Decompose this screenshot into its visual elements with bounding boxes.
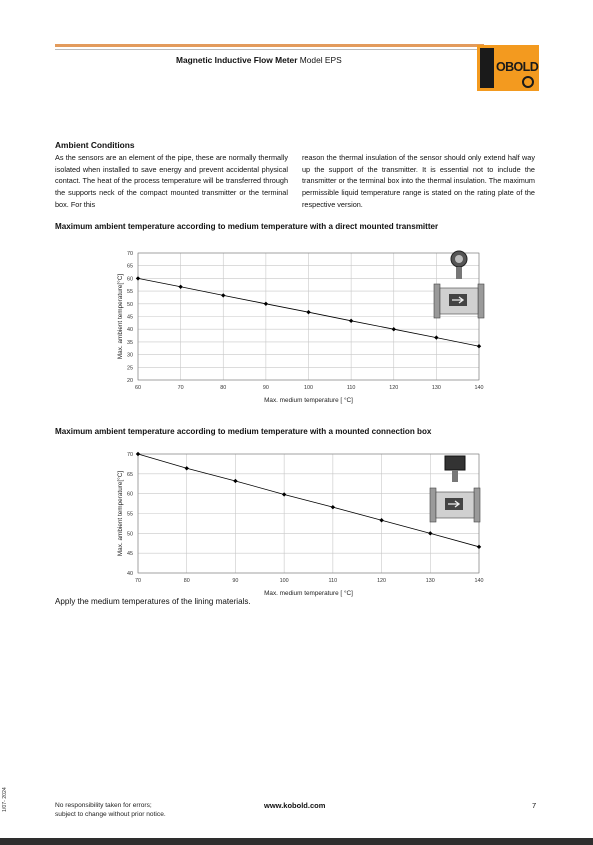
transmitter-display xyxy=(455,255,463,263)
flange-right xyxy=(478,284,484,318)
x-tick-label: 110 xyxy=(328,578,338,584)
x-axis-title: Max. medium temperature [ °C] xyxy=(264,397,353,404)
y-tick-label: 35 xyxy=(127,339,133,346)
svg-text:OBOLD: OBOLD xyxy=(496,60,539,74)
data-point xyxy=(477,545,481,549)
x-axis-title: Max. medium temperature [ °C] xyxy=(264,590,353,597)
y-tick-label: 55 xyxy=(127,289,133,296)
x-tick-label: 120 xyxy=(377,578,387,584)
x-tick-label: 90 xyxy=(262,385,269,391)
data-point xyxy=(392,327,396,331)
data-point xyxy=(221,293,225,297)
lining-note: Apply the medium temperatures of the lining materials. xyxy=(55,597,251,606)
x-tick-label: 80 xyxy=(183,578,190,584)
data-point xyxy=(379,518,383,522)
y-tick-label: 65 xyxy=(127,471,133,478)
y-tick-label: 45 xyxy=(127,551,133,558)
chart2-heading: Maximum ambient temperature according to medium temperature with a mounted connection box xyxy=(55,427,432,436)
y-tick-label: 50 xyxy=(127,301,133,308)
x-tick-label: 70 xyxy=(177,385,184,391)
data-point xyxy=(434,335,438,339)
data-point xyxy=(282,492,286,496)
data-point xyxy=(178,285,182,289)
data-point xyxy=(233,479,237,483)
y-tick-label: 70 xyxy=(127,251,133,257)
data-point xyxy=(477,344,481,348)
chart1-heading: Maximum ambient temperature according to medium temperature with a direct mounted transmitter xyxy=(55,222,439,231)
footer-bar xyxy=(0,838,593,845)
x-tick-label: 70 xyxy=(135,578,141,584)
data-point xyxy=(136,276,140,280)
section-title: Ambient Conditions xyxy=(55,140,135,150)
meter-neck xyxy=(452,470,458,482)
y-tick-label: 30 xyxy=(127,352,133,359)
y-tick-label: 60 xyxy=(127,491,133,498)
body-text-right: reason the thermal insulation of the sensor should only extend half way up the support of the transmitter. It is essential not to include the transmitter or the terminal box into the thermal insulation. The maximum permissible liquid temperature range is stated on the rating plate of the respective version. xyxy=(302,153,535,209)
title-model: Model EPS xyxy=(297,55,342,65)
header-rule-orange xyxy=(55,44,484,47)
y-axis-title: Max. ambient temperature[°C] xyxy=(117,273,124,360)
y-tick-label: 45 xyxy=(127,314,133,321)
x-tick-label: 130 xyxy=(431,385,441,391)
y-tick-label: 40 xyxy=(127,571,133,577)
website-link[interactable]: www.kobold.com xyxy=(264,801,326,810)
y-tick-label: 70 xyxy=(127,452,133,458)
title-bold: Magnetic Inductive Flow Meter xyxy=(176,55,298,65)
data-point xyxy=(306,310,310,314)
flange-left xyxy=(434,284,440,318)
data-point xyxy=(428,531,432,535)
terminal-box xyxy=(445,456,465,470)
x-tick-label: 60 xyxy=(135,385,141,391)
chart-connection-box xyxy=(0,446,593,606)
disclaimer-line-1: No responsibility taken for errors; xyxy=(55,802,152,809)
flow-meter-transmitter-image xyxy=(434,251,484,318)
x-tick-label: 120 xyxy=(389,385,399,391)
x-tick-label: 90 xyxy=(232,578,239,584)
series-line xyxy=(138,454,479,547)
y-tick-label: 50 xyxy=(127,531,133,538)
kobold-logo xyxy=(477,45,539,91)
data-point xyxy=(349,319,353,323)
y-tick-label: 60 xyxy=(127,276,133,283)
data-point xyxy=(136,452,140,456)
chart-direct-mounted xyxy=(0,244,593,414)
x-tick-label: 140 xyxy=(474,578,484,584)
data-point xyxy=(185,466,189,470)
y-tick-label: 25 xyxy=(127,365,133,372)
body-text-left: As the sensors are an element of the pipe, these are normally thermally isolated when installed to save energy and prevent accidental physical contact. The heat of the process temperature will be transferred through the supports neck of the compact mounted transmitter or the terminal box. For this xyxy=(55,153,288,209)
y-tick-label: 55 xyxy=(127,511,133,518)
x-tick-label: 80 xyxy=(220,385,227,391)
meter-neck xyxy=(456,267,462,279)
y-tick-label: 65 xyxy=(127,263,133,270)
flange-left xyxy=(430,488,436,522)
flow-meter-box-image xyxy=(430,456,480,522)
footer-disclaimer xyxy=(55,801,166,819)
header-rule-grey xyxy=(55,49,484,50)
page-number: 7 xyxy=(532,801,537,810)
x-tick-label: 140 xyxy=(474,385,484,391)
data-point xyxy=(264,302,268,306)
document-title xyxy=(176,55,342,65)
data-point xyxy=(331,505,335,509)
flange-right xyxy=(474,488,480,522)
x-tick-label: 100 xyxy=(279,578,289,584)
y-axis-title: Max. ambient temperature[°C] xyxy=(117,470,124,557)
x-tick-label: 110 xyxy=(346,385,356,391)
edition-date: 1/07- 2024 xyxy=(2,787,8,812)
x-tick-label: 100 xyxy=(304,385,313,391)
disclaimer-line-2: subject to change without prior notice. xyxy=(55,811,166,818)
y-tick-label: 40 xyxy=(127,327,133,334)
y-tick-label: 20 xyxy=(127,378,133,384)
x-tick-label: 130 xyxy=(425,578,435,584)
